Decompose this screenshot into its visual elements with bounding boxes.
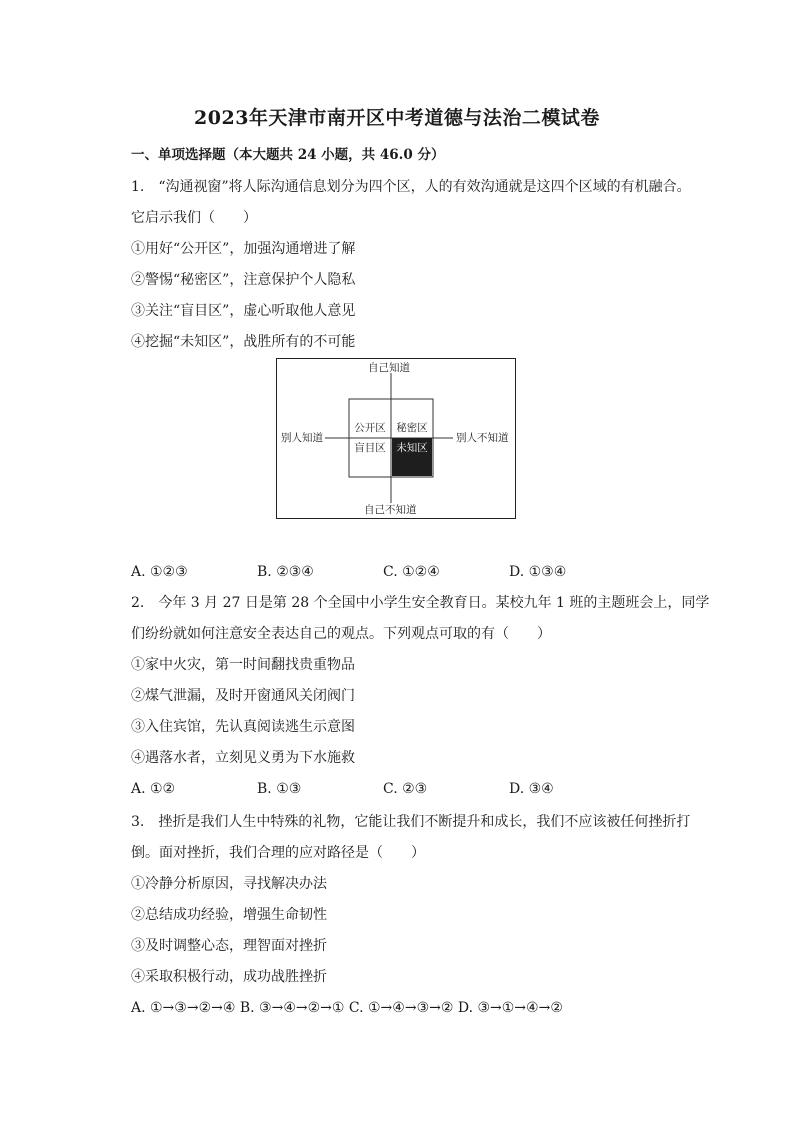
cell-blind-area: 盲目区: [354, 442, 386, 454]
label-self-known: 自己知道: [368, 362, 410, 374]
q3-item-2: ②总结成功经验，增强生命韧性: [131, 907, 327, 923]
q3-item-1: ①冷静分析原因，寻找解决办法: [131, 876, 327, 892]
q2-item-4: ④遇落水者，立刻见义勇为下水施救: [131, 750, 355, 766]
q2-item-2: ②煤气泄漏，及时开窗通风关闭阀门: [131, 688, 355, 704]
cell-unknown-area: [392, 438, 432, 476]
q1-item-2: ②警惕“秘密区”，注意保护个人隐私: [131, 272, 356, 288]
q1-stem-line1: 1. “沟通视窗”将人际沟通信息划分为四个区，人的有效沟通就是这四个区域的有机融合。: [131, 179, 691, 195]
q1-option-c: C. ①②④: [383, 564, 440, 580]
q1-item-1: ①用好“公开区”，加强沟通增进了解: [131, 241, 356, 257]
q2-option-b: B. ①③: [257, 781, 302, 797]
label-self-unknown: 自己不知道: [364, 504, 417, 516]
q1-stem-line2: 它启示我们（ ）: [131, 210, 257, 226]
q3-item-3: ③及时调整心态，理智面对挫折: [131, 938, 327, 954]
label-others-known: 别人知道: [281, 432, 323, 444]
cell-secret-area: 秘密区: [396, 422, 428, 434]
q3-item-4: ④采取积极行动，成功战胜挫折: [131, 969, 327, 985]
label-others-unknown: 别人不知道: [456, 432, 509, 444]
q1-item-4: ④挖掘“未知区”，战胜所有的不可能: [131, 334, 356, 350]
page-title: 2023年天津市南开区中考道德与法治二模试卷: [194, 107, 600, 129]
q2-option-c: C. ②③: [383, 781, 428, 797]
q1-option-b: B. ②③④: [257, 564, 314, 580]
q1-option-a: A. ①②③: [131, 564, 188, 580]
q3-stem-line1: 3. 挫折是我们人生中特殊的礼物，它能让我们不断提升和成长，我们不应该被任何挫折打: [131, 814, 691, 830]
q2-stem-line2: 们纷纷就如何注意安全表达自己的观点。下列观点可取的有（ ）: [131, 626, 551, 642]
q2-option-d: D. ③④: [509, 781, 554, 797]
q2-item-3: ③入住宾馆，先认真阅读逃生示意图: [131, 719, 355, 735]
q1-option-d: D. ①③④: [509, 564, 567, 580]
q3-stem-line2: 倒。面对挫折，我们合理的应对路径是（ ）: [131, 845, 425, 861]
section-heading: 一、单项选择题（本大题共 24 小题，共 46.0 分）: [131, 147, 445, 163]
communication-window-diagram: [276, 358, 516, 519]
cell-unknown-label: 未知区: [396, 442, 428, 454]
q2-item-1: ①家中火灾，第一时间翻找贵重物品: [131, 657, 355, 673]
q3-options: A. ①→③→②→④ B. ③→④→②→① C. ①→④→③→② D. ③→①→④→②: [131, 1000, 563, 1016]
cell-open-area: 公开区: [354, 422, 386, 434]
q2-stem-line1: 2. 今年 3 月 27 日是第 28 个全国中小学生安全教育日。某校九年 1 班的主题班会上，同学: [131, 595, 710, 611]
q2-option-a: A. ①②: [131, 781, 176, 797]
q1-item-3: ③关注“盲目区”，虚心听取他人意见: [131, 303, 356, 319]
